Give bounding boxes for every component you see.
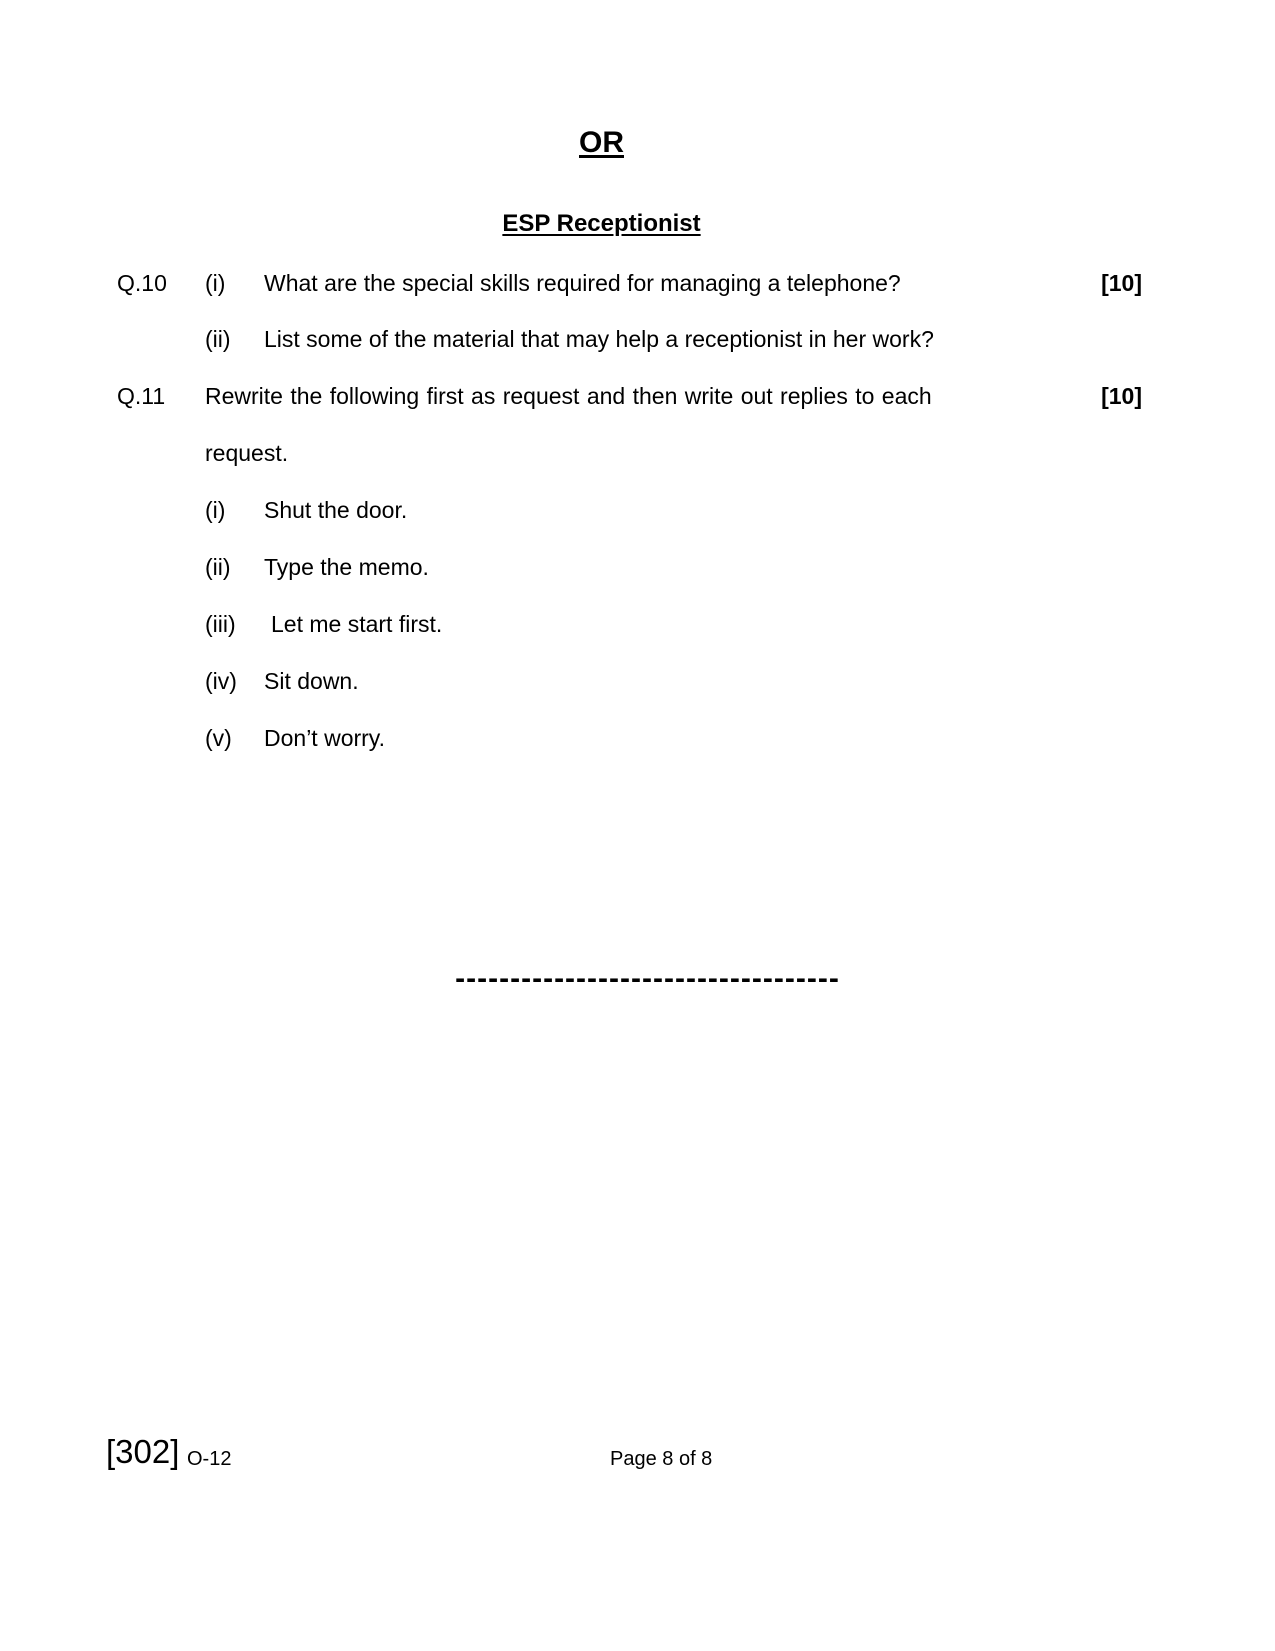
q11-item-label: (v) [205, 725, 232, 751]
question-number-q10: Q.10 [117, 270, 167, 296]
paper-sub-code: O-12 [187, 1448, 232, 1470]
q11-item-text: Sit down. [264, 668, 359, 694]
q11-item-label: (iv) [205, 668, 237, 694]
question-number-q11: Q.11 [117, 383, 166, 409]
q10-part-label: (i) [205, 270, 226, 296]
q11-item-text: Type the memo. [264, 554, 429, 580]
paper-code: [302] [106, 1433, 180, 1470]
q11-text-line1: Rewrite the following first as request and then write out replies to each [205, 383, 932, 409]
q11-marks: [10] [1101, 383, 1142, 409]
page-number: Page 8 of 8 [610, 1448, 713, 1470]
q10-part-text: List some of the material that may help a receptionist in her work? [264, 326, 934, 352]
q11-item-text: Let me start first. [271, 611, 443, 637]
q10-part-text: What are the special skills required for managing a telephone? [264, 270, 901, 296]
q11-text-line2: request. [205, 440, 289, 466]
q11-item-label: (ii) [205, 554, 231, 580]
q11-item-text: Shut the door. [264, 497, 408, 523]
q11-item-text: Don’t worry. [264, 725, 385, 751]
q10-marks: [10] [1101, 270, 1142, 296]
or-heading: OR [579, 126, 624, 159]
q10-part-label: (ii) [205, 326, 231, 352]
end-of-paper-rule: ----------------------------------- [455, 962, 840, 995]
q11-item-label: (iii) [205, 611, 236, 637]
q11-item-label: (i) [205, 497, 226, 523]
section-heading: ESP Receptionist [502, 210, 701, 237]
